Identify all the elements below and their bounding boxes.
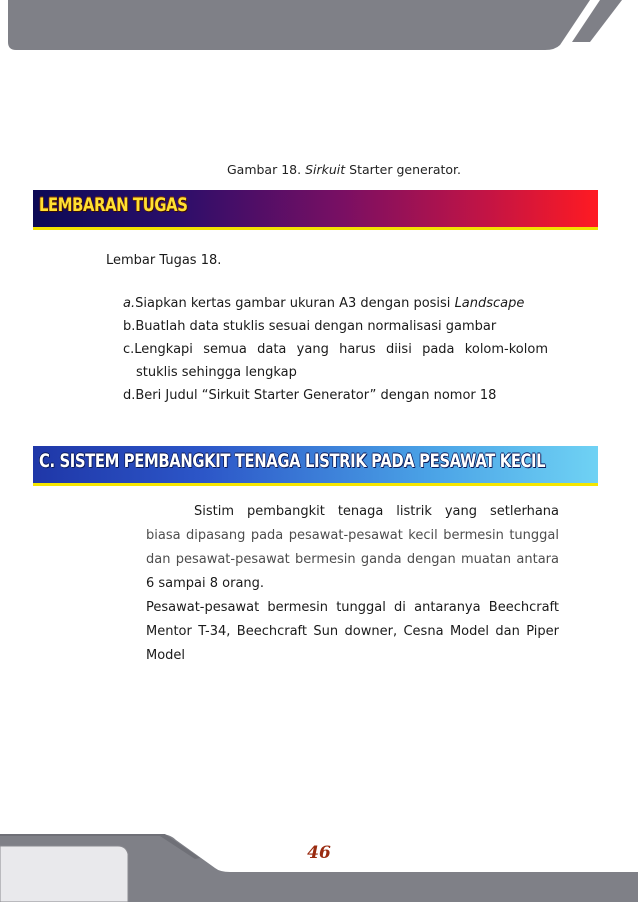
paragraph-line: Mentor T-34, Beechcraft Sun downer, Cesna Model dan Piper bbox=[146, 624, 559, 639]
paragraph-line: dan pesawat-pesawat bermesin ganda dengan muatan antara bbox=[146, 552, 559, 567]
lembar-tugas-heading: Lembar Tugas 18. bbox=[106, 253, 222, 268]
section-c-paragraph bbox=[146, 500, 559, 668]
lembaran-tugas-banner bbox=[33, 190, 598, 230]
caption-prefix: Gambar 18. bbox=[226, 162, 306, 177]
lembaran-tugas-title: LEMBARAN TUGAS bbox=[39, 194, 188, 216]
paragraph-line: Sistim pembangkit tenaga listrik yang setlerhana bbox=[194, 504, 559, 519]
list-item-text: Siapkan kertas gambar ukuran A3 dengan posisi Landscape bbox=[135, 296, 525, 311]
section-c-banner bbox=[33, 446, 598, 486]
list-marker: c. bbox=[123, 342, 135, 357]
section-c-title: C. SISTEM PEMBANGKIT TENAGA LISTRIK PADA PESAWAT KECIL bbox=[39, 450, 546, 472]
figure-caption bbox=[0, 162, 638, 177]
header-decoration bbox=[0, 0, 638, 56]
footer-decoration bbox=[0, 828, 638, 902]
list-item bbox=[123, 338, 548, 361]
list-item-text: Lengkapi semua data yang harus diisi pada kolom-kolom bbox=[134, 342, 548, 357]
list-marker: b. bbox=[123, 319, 136, 334]
list-marker: d. bbox=[123, 388, 136, 403]
list-item-text: Beri Judul “Sirkuit Starter Generator” dengan nomor 18 bbox=[135, 388, 497, 403]
list-marker: a. bbox=[123, 296, 136, 311]
list-item bbox=[123, 384, 548, 407]
list-item-continuation: stuklis sehingga lengkap bbox=[136, 365, 297, 380]
list-item bbox=[123, 292, 548, 315]
task-list bbox=[123, 292, 548, 407]
paragraph-line: Pesawat-pesawat bermesin tunggal di antaranya Beechcraft bbox=[146, 600, 559, 615]
paragraph-line: Model bbox=[146, 648, 186, 663]
page-number: 46 bbox=[307, 843, 331, 863]
list-item-text: Buatlah data stuklis sesuai dengan normalisasi gambar bbox=[135, 319, 497, 334]
caption-italic: Sirkuit bbox=[305, 162, 346, 177]
list-item bbox=[123, 315, 548, 338]
paragraph-line: 6 sampai 8 orang. bbox=[146, 576, 265, 591]
caption-suffix: Starter generator. bbox=[345, 162, 462, 177]
paragraph-line: biasa dipasang pada pesawat-pesawat kecil bermesin tunggal bbox=[146, 528, 559, 543]
